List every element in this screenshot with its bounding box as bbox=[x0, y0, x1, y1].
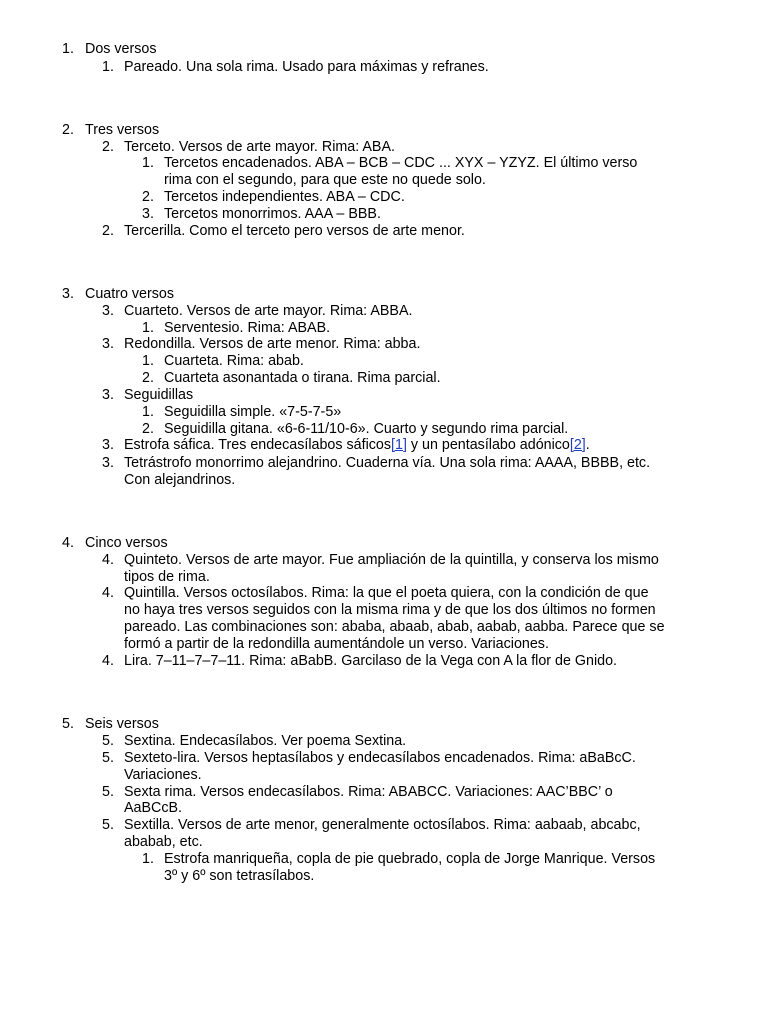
list-item-continuation: Variaciones. bbox=[124, 767, 202, 783]
section-heading: 2. Tres versos bbox=[62, 122, 160, 138]
sub-list-item: 2. Seguidilla gitana. «6-6-11/10-6». Cuarto y segundo rima parcial. bbox=[142, 421, 569, 437]
list-item: 5. Sexteto-lira. Versos heptasílabos y endecasílabos encadenados. Rima: aBaBcC. bbox=[102, 750, 636, 766]
sub-list-item: 2. Cuarteta asonantada o tirana. Rima parcial. bbox=[142, 370, 441, 386]
list-item: 5. Sextilla. Versos de arte menor, generalmente octosílabos. Rima: aabaab, abcabc, bbox=[102, 817, 641, 833]
list-item-continuation: Con alejandrinos. bbox=[124, 472, 236, 488]
sub-list-item: 3. Tercetos monorrimos. AAA – BBB. bbox=[142, 206, 381, 222]
sub-list-item: 1. Serventesio. Rima: ABAB. bbox=[142, 320, 331, 336]
list-item: 2. Tercerilla. Como el terceto pero versos de arte menor. bbox=[102, 223, 465, 239]
sub-list-item: 1. Cuarteta. Rima: abab. bbox=[142, 353, 304, 369]
list-item: 4. Quintilla. Versos octosílabos. Rima: la que el poeta quiera, con la condición de que bbox=[102, 585, 649, 601]
sub-list-item-continuation: 3º y 6º son tetrasílabos. bbox=[164, 868, 315, 884]
list-item: 3. Estrofa sáfica. Tres endecasílabos sáficos[1] y un pentasílabo adónico[2]. bbox=[102, 437, 590, 453]
list-item-continuation: AaBCcB. bbox=[124, 800, 183, 816]
list-item: 1. Pareado. Una sola rima. Usado para máximas y refranes. bbox=[102, 59, 489, 75]
list-item: 2. Terceto. Versos de arte mayor. Rima: ABA. bbox=[102, 139, 395, 155]
list-item: 3. Seguidillas bbox=[102, 387, 194, 403]
sub-list-item-continuation: rima con el segundo, para que este no quede solo. bbox=[164, 172, 486, 188]
section-heading: 4. Cinco versos bbox=[62, 535, 168, 551]
list-item: 3. Tetrástrofo monorrimo alejandrino. Cuaderna vía. Una sola rima: AAAA, BBBB, etc. bbox=[102, 455, 651, 471]
list-item: 3. Redondilla. Versos de arte menor. Rima: abba. bbox=[102, 336, 421, 352]
section-heading: 3. Cuatro versos bbox=[62, 286, 174, 302]
sub-list-item: 1. Seguidilla simple. «7-5-7-5» bbox=[142, 404, 342, 420]
list-item-continuation: ababab, etc. bbox=[124, 834, 203, 850]
list-item-continuation: formó a partir de la redondilla aumentándole un verso. Variaciones. bbox=[124, 636, 549, 652]
footnote-link-1[interactable]: [1] bbox=[391, 437, 407, 453]
list-item-continuation: tipos de rima. bbox=[124, 569, 210, 585]
section-heading: 1. Dos versos bbox=[62, 41, 157, 57]
sub-list-item: 1. Estrofa manriqueña, copla de pie quebrado, copla de Jorge Manrique. Versos bbox=[142, 851, 656, 867]
sub-list-item: 2. Tercetos independientes. ABA – CDC. bbox=[142, 189, 405, 205]
list-item-continuation: pareado. Las combinaciones son: ababa, abaab, abab, aabab, aabba. Parece que se bbox=[124, 619, 665, 635]
list-item: 4. Lira. 7–11–7–7–11. Rima: aBabB. Garcilaso de la Vega con A la flor de Gnido. bbox=[102, 653, 618, 669]
list-item-continuation: no haya tres versos seguidos con la misma rima y de que los dos últimos no formen bbox=[124, 602, 656, 618]
section-heading: 5. Seis versos bbox=[62, 716, 159, 732]
sub-list-item: 1. Tercetos encadenados. ABA – BCB – CDC ... XYX – YZYZ. El último verso bbox=[142, 155, 638, 171]
list-item: 5. Sextina. Endecasílabos. Ver poema Sextina. bbox=[102, 733, 407, 749]
list-item: 4. Quinteto. Versos de arte mayor. Fue ampliación de la quintilla, y conserva los mismo bbox=[102, 552, 659, 568]
list-item: 3. Cuarteto. Versos de arte mayor. Rima: ABBA. bbox=[102, 303, 413, 319]
footnote-link-2[interactable]: [2] bbox=[569, 437, 586, 453]
list-item: 5. Sexta rima. Versos endecasílabos. Rima: ABABCC. Variaciones: AAC’BBC’ o bbox=[102, 784, 613, 800]
